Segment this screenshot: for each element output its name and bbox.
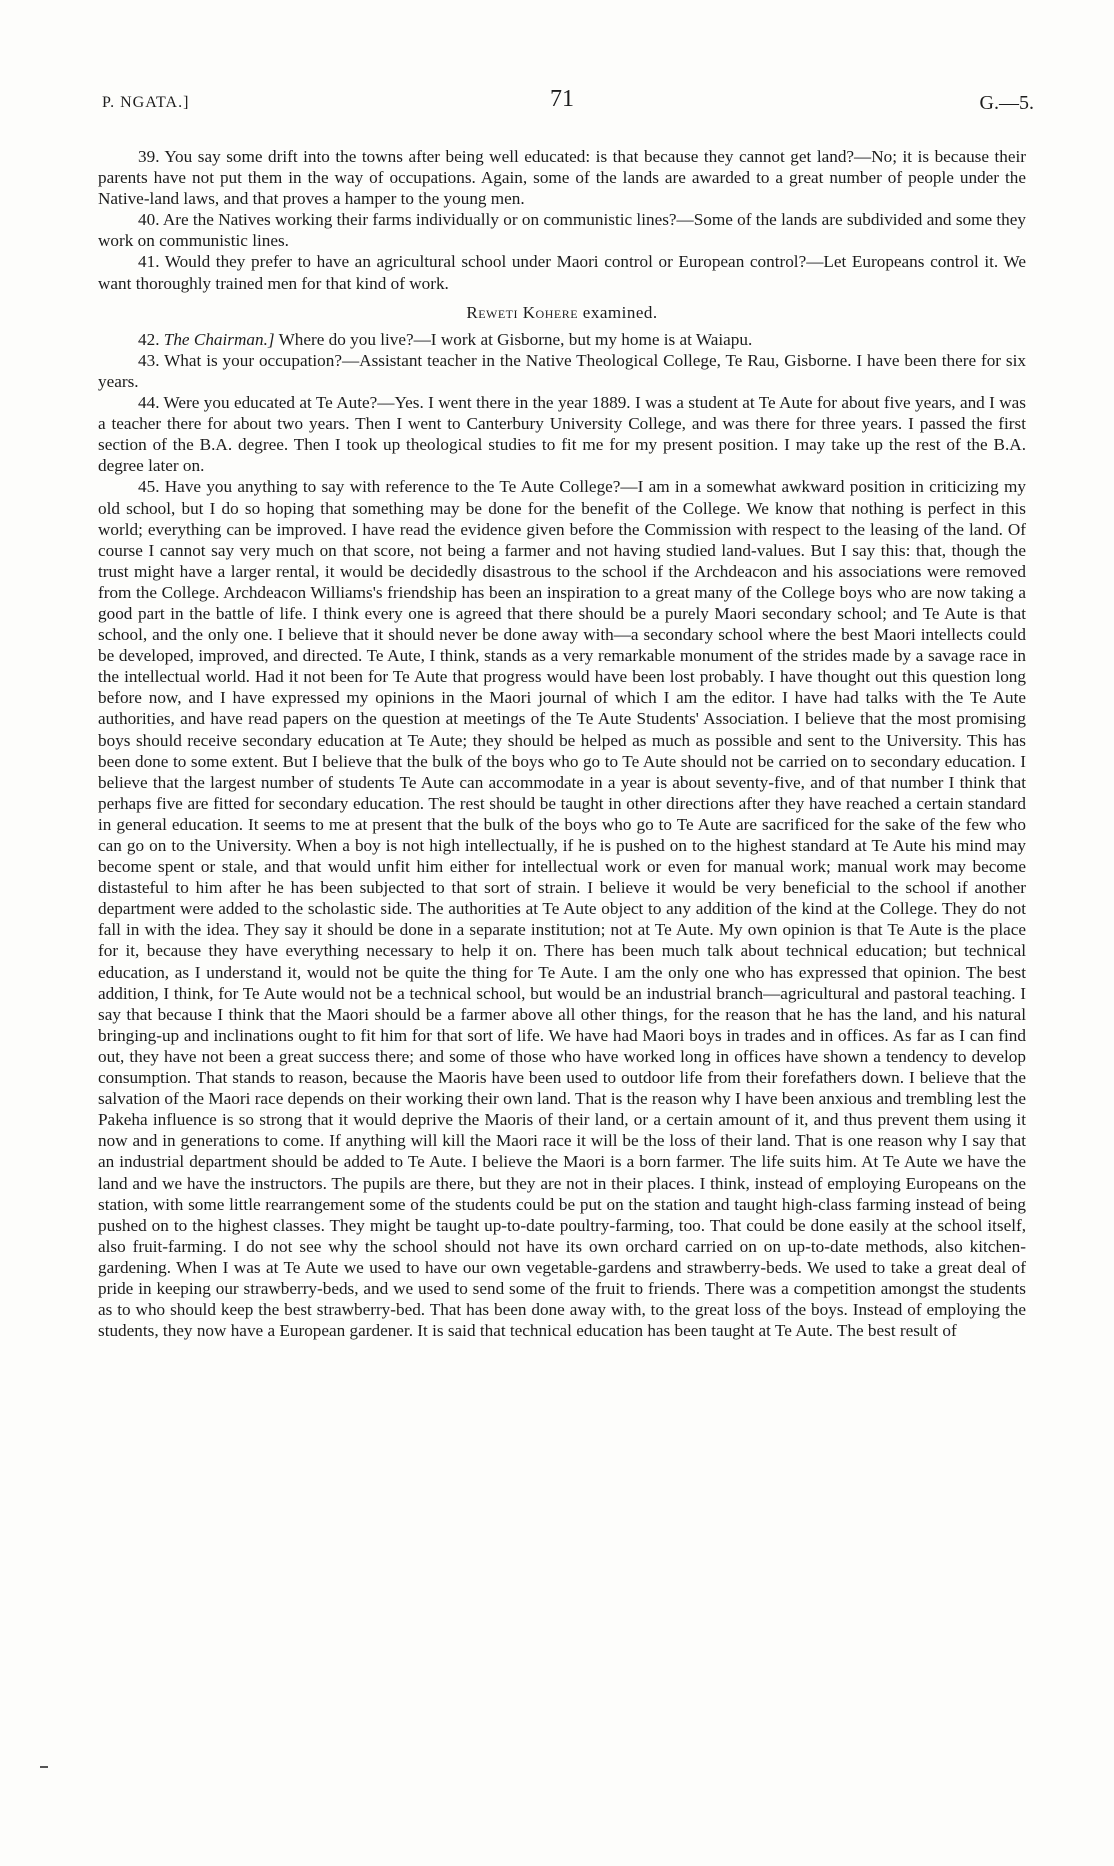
speaker-label: The Chairman.] [163,329,275,349]
question-text: Where do you live?—I work at Gisborne, but my home is at Waiapu. [278,329,753,349]
body-text [98,146,1026,1341]
page-number: 71 [550,86,574,112]
paragraph-q45: 45. Have you anything to say with reference to the Te Aute College?—I am in a somewhat awkward position in criticizing my old school, but I do so hoping that something may be done for the benefit of the College. We know that nothing is perfect in this world; everything can be improved. I have read the evidence given before the Commission with respect to the leasing of the land. Of course I cannot say very much on that score, not being a farmer and not having studied land-values. But I say this: that, though the trust might have a larger rental, it would be decidedly disastrous to the school if the Archdeacon and his associations were removed from the College. Archdeacon Williams's friendship has been an inspiration to a great many of the College boys who are now taking a good part in the battle of life. I think every one is agreed that there should be a purely Maori secondary school; and Te Aute is that school, and the only one. I believe that it should never be done away with—a secondary school where the best Maori intellects could be developed, improved, and directed. Te Aute, I think, stands as a very remarkable monument of the strides made by a savage race in the intellectual world. Had it not been for Te Aute that progress would have been lost probably. I have thought out this question long before now, and I have expressed my opinions in the Maori journal of which I am the editor. I have had talks with the Te Aute authorities, and have read papers on the question at meetings of the Te Aute Students' Association. I believe that the most promising boys should receive secondary education at Te Aute; they should be helped as much as possible and sent to the University. This has been done to some extent. But I believe that the bulk of the boys who go to Te Aute should not be carried on to secondary education. I believe that the largest number of students Te Aute can accommodate in a year is about seventy-five, and of that number I think that perhaps five are fitted for secondary education. The rest should be taught in other directions after they have reached a certain standard in general education. It seems to me at present that the bulk of the boys who go to Te Aute are sacrificed for the sake of the few who can go on to the University. When a boy is not high intellectually, if he is pushed on to the highest standard at Te Aute his mind may become spent or stale, and that would unfit him either for intellectual work or even for manual work; manual work may become distasteful to him after he has been subjected to that sort of strain. I believe it would be very beneficial to the school if another department were added to the scholastic side. The authorities at Te Aute object to any addition of the kind at the College. They do not fall in with the idea. They say it should be done in a separate institution; not at Te Aute. My own opinion is that Te Aute is the place for it, because they have everything necessary to help it on. There has been much talk about technical education; but technical education, as I understand it, would not be quite the thing for Te Aute. I am the only one who has expressed that opinion. The best addition, I think, for Te Aute would not be a technical school, but would be an industrial branch—agricultural and pastoral teaching. I say that because I think that the Maori should be a farmer above all other things, for the reason that he has the land, and his natural bringing-up and inclinations ought to fit him for that sort of life. We have had Maori boys in trades and in offices. As far as I can find out, they have not been a great success there; and some of those who have worked long in offices have shown a tendency to develop consumption. That stands to reason, because the Maoris have been used to outdoor life from their forefathers down. I believe that the salvation of the Maori race depends on their working their own land. That is the reason why I have been anxious and trembling lest the Pakeha influence is so strong that it would deprive the Maoris of their land, or a certain amount of it, and thus prevent them using it now and in generations to come. If anything will kill the Maori race it will be the loss of their land. That is one reason why I say that an industrial department should be added to Te Aute. I believe the Maori is a born farmer. The life suits him. At Te Aute we have the land and we have the instructors. The pupils are there, but they are not in their places. I think, instead of employing Europeans on the station, with some little rearrangement some of the students could be put on the station and taught high-class farming instead of being pushed on to the highest classes. They might be taught up-to-date poultry-farming, too. That could be done easily at the school itself, also fruit-farming. I do not see why the school should not have its own orchard carried on on up-to-date methods, also kitchen-gardening. When I was at Te Aute we used to have our own vegetable-gardens and strawberry-beds. We used to take a great deal of pride in keeping our strawberry-beds, and we used to send some of the fruit to friends. There was a competition amongst the students as to who should keep the best strawberry-bed. That has been done away with, to the great loss of the boys. Instead of employing the students, they now have a European gardener. It is said that technical education has been taught at Te Aute. The best result of [98,477,1026,1341]
witness-name: Reweti Kohere [466,302,579,322]
document-page [98,86,1034,1341]
margin-mark [40,1766,48,1768]
question-number: 42. [138,329,160,349]
running-header [98,86,1034,126]
paragraph-q44: 44. Were you educated at Te Aute?—Yes. I went there in the year 1889. I was a student at Te Aute for about five years, and I was a teacher there for about two years. Then I went to Canterbury University College, and was there for three years. I passed the first section of the B.A. degree. Then I took up theological studies to fit me for my present position. I may take up the rest of the B.A. degree later on. [98,393,1026,476]
paragraph-q43: 43. What is your occupation?—Assistant teacher in the Native Theological College, Te Rau, Gisborne. I have been there for six years. [98,350,1026,391]
paragraph-q40: 40. Are the Natives working their farms individually or on communistic lines?—Some of the lands are subdivided and some they work on communistic lines. [98,210,1026,251]
header-witness-name: P. NGATA.] [102,94,190,111]
witness-heading-suffix: examined. [582,302,658,322]
document-reference: G.—5. [979,92,1034,114]
paragraph-q39: 39. You say some drift into the towns after being well educated: is that because they cannot get land?—No; it is because their parents have not put them in the way of occupations. Again, some of the lands are awarded to a great number of people under the Native-land laws, and that proves a hamper to the young men. [98,147,1026,209]
paragraph-q41: 41. Would they prefer to have an agricultural school under Maori control or European control?—Let Europeans control it. We want thoroughly trained men for that kind of work. [98,252,1026,293]
witness-heading [98,302,1026,323]
paragraph-q42 [98,329,1026,350]
